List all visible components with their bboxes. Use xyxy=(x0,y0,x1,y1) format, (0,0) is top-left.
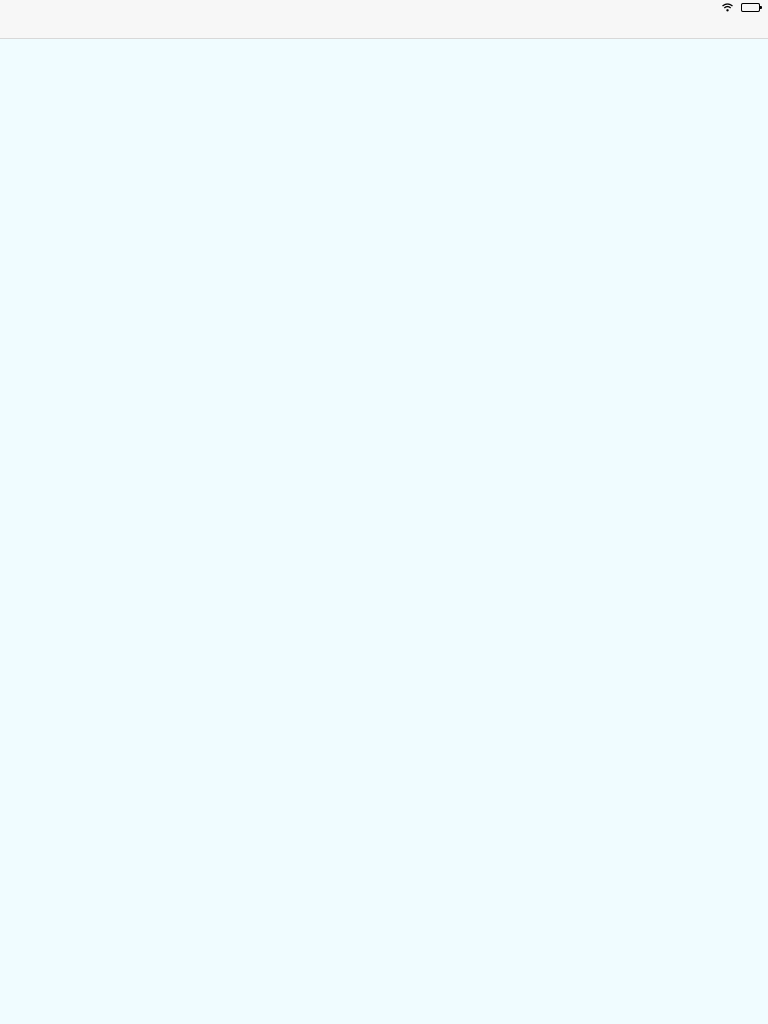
browser-toolbar xyxy=(0,0,768,39)
wifi-icon xyxy=(722,3,733,12)
status-bar-right xyxy=(722,3,760,12)
status-time xyxy=(6,3,14,15)
battery-icon xyxy=(741,3,760,12)
